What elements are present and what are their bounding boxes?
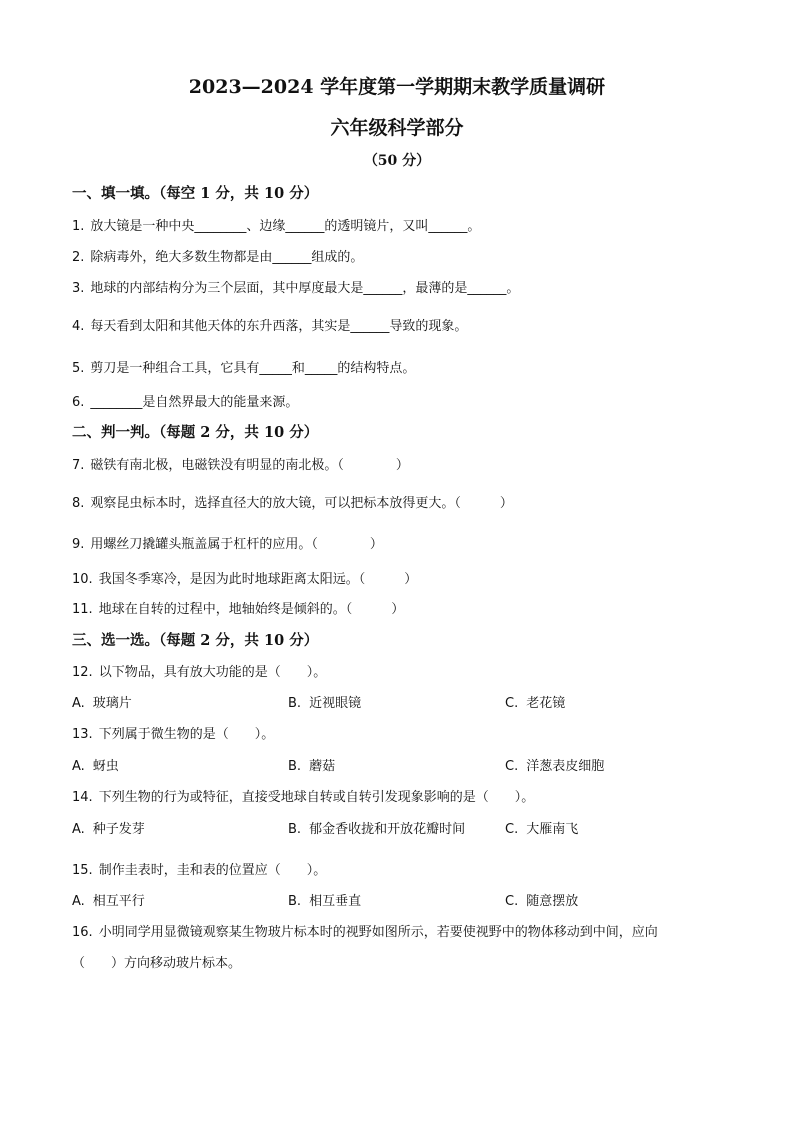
question-14 xyxy=(72,786,534,805)
question-number: 14. xyxy=(72,790,93,805)
question-number: 12. xyxy=(72,665,93,680)
question-8 xyxy=(72,492,513,511)
question-text: 下列属于微生物的是（ ）。 xyxy=(98,727,275,742)
option-text: 相互垂直 xyxy=(309,894,362,909)
section-true-false: 二、判一判。（每题 2 分，共 10 分） xyxy=(72,424,319,441)
question-number: 2. xyxy=(72,250,85,265)
option-key: A. xyxy=(72,759,85,774)
option-a xyxy=(72,890,145,909)
question-number: 16. xyxy=(72,925,93,940)
option-key: B. xyxy=(288,696,302,711)
question-15 xyxy=(72,859,326,878)
question-9 xyxy=(72,533,383,552)
question-number: 15. xyxy=(72,863,93,878)
option-text: 蘑菇 xyxy=(309,759,336,774)
question-3 xyxy=(72,277,519,296)
option-b xyxy=(288,890,361,909)
option-a xyxy=(72,755,119,774)
question-text: 每天看到太阳和其他天体的东升西落，其实是______导致的现象。 xyxy=(90,319,468,334)
option-a xyxy=(72,818,145,837)
question-text: 放大镜是一种中央________、边缘______的透明镜片，又叫______。 xyxy=(90,219,481,234)
exam-title: 2023—2024 学年度第一学期期末教学质量调研 xyxy=(188,76,606,98)
question-7 xyxy=(72,454,409,473)
question-text: 磁铁有南北极，电磁铁没有明显的南北极。（ ） xyxy=(90,458,409,473)
option-text: 玻璃片 xyxy=(92,696,132,711)
option-key: B. xyxy=(288,822,302,837)
question-number: 8. xyxy=(72,496,85,511)
option-key: A. xyxy=(72,696,85,711)
option-text: 老花镜 xyxy=(526,696,566,711)
question-text: 下列生物的行为或特征，直接受地球自转或自转引发现象影响的是（ ）。 xyxy=(98,790,535,805)
question-number: 13. xyxy=(72,727,93,742)
question-4 xyxy=(72,315,467,334)
section-fill-in: 一、填一填。（每空 1 分，共 10 分） xyxy=(72,185,319,202)
question-number: 10. xyxy=(72,572,93,587)
option-key: A. xyxy=(72,894,85,909)
option-b xyxy=(288,692,361,711)
question-text: 地球在自转的过程中，地轴始终是倾斜的。（ ） xyxy=(98,602,405,617)
question-text: 我国冬季寒冷，是因为此时地球距离太阳远。（ ） xyxy=(98,572,418,587)
question-number: 7. xyxy=(72,458,85,473)
option-c xyxy=(505,818,578,837)
option-key: C. xyxy=(505,696,519,711)
section-multiple-choice: 三、选一选。（每题 2 分，共 10 分） xyxy=(72,632,319,649)
question-text-continued: （ ）方向移动玻片标本。 xyxy=(72,956,242,971)
question-number: 11. xyxy=(72,602,93,617)
question-6 xyxy=(72,391,298,410)
option-b xyxy=(288,818,465,837)
option-b xyxy=(288,755,335,774)
option-key: A. xyxy=(72,822,85,837)
option-c xyxy=(505,755,604,774)
question-number: 9. xyxy=(72,537,85,552)
option-text: 大雁南飞 xyxy=(526,822,579,837)
question-text: 地球的内部结构分为三个层面，其中厚度最大是______，最薄的是______。 xyxy=(90,281,520,296)
question-text: 以下物品，具有放大功能的是（ ）。 xyxy=(98,665,327,680)
question-number: 5. xyxy=(72,361,85,376)
question-number: 4. xyxy=(72,319,85,334)
option-a xyxy=(72,692,132,711)
question-12 xyxy=(72,661,326,680)
option-key: C. xyxy=(505,822,519,837)
question-text: 用螺丝刀撬罐头瓶盖属于杠杆的应用。（ ） xyxy=(90,537,383,552)
question-11 xyxy=(72,598,404,617)
option-key: C. xyxy=(505,759,519,774)
question-10 xyxy=(72,568,417,587)
question-5 xyxy=(72,357,415,376)
question-number: 3. xyxy=(72,281,85,296)
question-text: 除病毒外，绝大多数生物都是由______组成的。 xyxy=(90,250,364,265)
option-text: 相互平行 xyxy=(92,894,145,909)
exam-subtitle: 六年级科学部分 xyxy=(330,117,464,139)
question-text: 小明同学用显微镜观察某生物玻片标本时的视野如图所示，若要使视野中的物体移动到中间，应向 xyxy=(98,925,658,940)
option-text: 蚜虫 xyxy=(92,759,119,774)
option-text: 郁金香收拢和开放花瓣时间 xyxy=(309,822,466,837)
option-text: 随意摆放 xyxy=(526,894,579,909)
question-16-continued xyxy=(72,952,241,971)
exam-total-score: （50 分） xyxy=(363,153,431,169)
option-key: C. xyxy=(505,894,519,909)
question-1 xyxy=(72,215,480,234)
question-text: 制作圭表时，圭和表的位置应（ ）。 xyxy=(98,863,327,878)
question-number: 1. xyxy=(72,219,85,234)
option-text: 洋葱表皮细胞 xyxy=(526,759,605,774)
question-2 xyxy=(72,246,363,265)
question-text: ________是自然界最大的能量来源。 xyxy=(90,395,299,410)
question-text: 观察昆虫标本时，选择直径大的放大镜，可以把标本放得更大。（ ） xyxy=(90,496,513,511)
question-number: 6. xyxy=(72,395,85,410)
option-key: B. xyxy=(288,759,302,774)
question-16 xyxy=(72,921,658,940)
question-text: 剪刀是一种组合工具，它具有_____和_____的结构特点。 xyxy=(90,361,416,376)
option-text: 种子发芽 xyxy=(92,822,145,837)
question-13 xyxy=(72,723,274,742)
option-text: 近视眼镜 xyxy=(309,696,362,711)
option-c xyxy=(505,692,565,711)
option-c xyxy=(505,890,578,909)
option-key: B. xyxy=(288,894,302,909)
